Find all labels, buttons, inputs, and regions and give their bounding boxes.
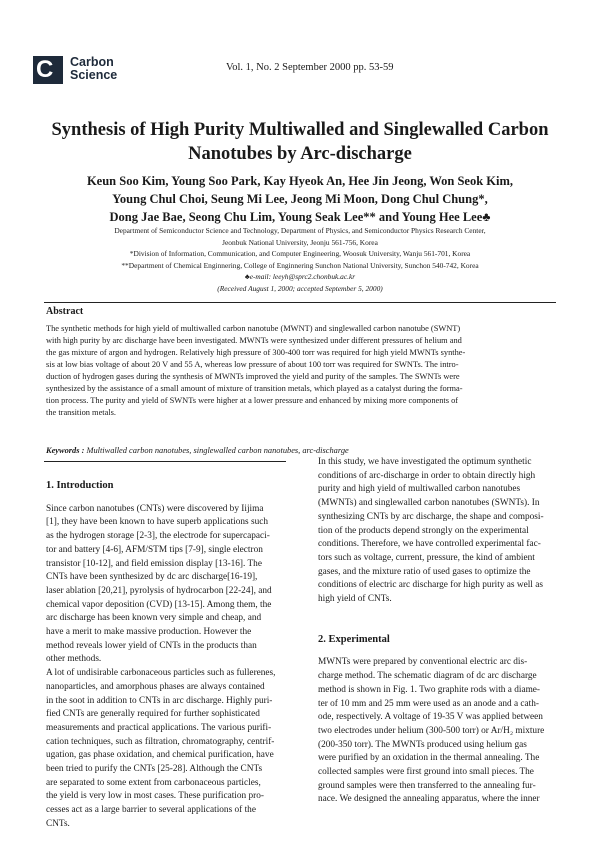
body-line: CNTs. bbox=[46, 818, 70, 829]
journal-logo-letter: C bbox=[36, 56, 54, 83]
body-line: been tried to purify the CNTs [25-28]. Although the CNTs bbox=[46, 764, 263, 775]
title-line: Nanotubes by Arc-discharge bbox=[188, 144, 412, 164]
body-line: method is shown in Fig. 1. Two graphite rods with a diame- bbox=[318, 684, 541, 695]
author-line: Keun Soo Kim, Young Soo Park, Kay Hyeok An, Hee Jin Jeong, Won Seok Kim, bbox=[86, 174, 514, 188]
body-line: two electrodes under helium (300-500 torr) or Ar/H₂ mixture bbox=[318, 725, 545, 736]
affiliation-line: *Division of Information, Communication, and Computer Engineering, Woosuk University, Wanju 561-701, Korea bbox=[129, 249, 471, 258]
body-line: collected samples were first ground into small pieces. The bbox=[318, 767, 534, 778]
abstract-heading: Abstract bbox=[46, 306, 84, 317]
journal-volume-info: Vol. 1, No. 2 September 2000 pp. 53-59 bbox=[226, 62, 394, 73]
affiliation-line: Department of Semiconductor Science and Technology, Department of Physics, and Semiconductor Physics Research Center, bbox=[114, 226, 486, 235]
body-line: measurements and practical applications. The various purifi- bbox=[46, 722, 272, 733]
body-line: ugation, gas phase oxidation, and chemical purification, have bbox=[46, 750, 274, 761]
body-line: laser ablation [20,21], pyrolysis of hydrocarbon [22-24], and bbox=[46, 585, 272, 596]
body-line: ode, respectively. A voltage of 19-35 V was applied between bbox=[318, 712, 543, 723]
title-line: Synthesis of High Purity Multiwalled and Singlewalled Carbon bbox=[51, 120, 549, 140]
body-line: are separated to some extent from carbonaceous particles, bbox=[46, 777, 261, 788]
abstract-line: the gas mixture of argon and hydrogen. Relatively high pressure of 300-400 torr was required for high yield MWNTs synthe- bbox=[46, 348, 466, 357]
journal-name-line2: Science bbox=[70, 68, 118, 82]
body-line: cesses act as a large barrier to several applications of the bbox=[46, 805, 256, 816]
received-dates: (Received August 1, 2000; accepted September 5, 2000) bbox=[217, 283, 383, 293]
abstract-bottom-rule bbox=[44, 461, 286, 462]
body-line: Since carbon nanotubes (CNTs) were discovered by Iijima bbox=[46, 503, 264, 514]
body-line: nanoparticles, and amorphous phases are always contained bbox=[46, 681, 265, 692]
body-line: have a merit to make massive production. However the bbox=[46, 627, 252, 638]
body-line: CNTs have been synthesized by dc arc discharge[16-19], bbox=[46, 572, 258, 583]
body-line: were purified by an oxidation in the thermal annealing. The bbox=[318, 753, 540, 764]
body-line: cation techniques, such as filtration, chromatography, centrif- bbox=[46, 736, 275, 747]
body-line: ground samples were then transferred to the annealing fur- bbox=[318, 780, 536, 791]
body-line: tion of the products depend strongly on the experimental bbox=[318, 525, 529, 536]
author-list bbox=[40, 172, 560, 226]
affiliations bbox=[40, 225, 560, 294]
body-line: conditions of arc-discharge in order to obtain directly high bbox=[318, 470, 536, 481]
abstract-line: with high purity by arc discharge have been investigated. MWNTs were synthesized under different pressures of helium and bbox=[46, 336, 462, 345]
section-heading-introduction: 1. Introduction bbox=[46, 480, 114, 491]
right-column bbox=[318, 456, 566, 807]
abstract-body bbox=[46, 323, 556, 419]
keywords-text: Multiwalled carbon nanotubes, singlewalled carbon nanotubes, arc-discharge bbox=[86, 446, 349, 455]
body-line: purity and high yield of multiwalled carbon nanotubes bbox=[318, 484, 521, 495]
journal-name-line1: Carbon bbox=[70, 55, 114, 69]
body-line: nace. We designed the annealing apparatus, where the inner bbox=[318, 794, 540, 805]
body-line: transistor [10-12], and field emission display [13-16]. The bbox=[46, 558, 262, 569]
abstract-line: sis at low bias voltage of about 20 V and 55 A, whereas low pressure of about 100 torr was required for SWNTs. The intro- bbox=[46, 360, 459, 369]
body-line: high yield of CNTs. bbox=[318, 594, 392, 605]
body-line: gases, and the mixture ratio of used gases to optimize the bbox=[318, 566, 531, 577]
abstract-line: the transition metals. bbox=[46, 408, 117, 417]
body-line: in the soot in addition to CNTs in arc discharge. Highly puri- bbox=[46, 695, 273, 706]
body-line: arc discharge has been known very simple and cheap, and bbox=[46, 613, 262, 624]
body-line: charge method. The schematic diagram of dc arc discharge bbox=[318, 671, 537, 682]
body-line: (200-350 torr). The MWNTs produced using helium gas bbox=[318, 739, 527, 750]
abstract-line: synthesized by the assistance of a small amount of mixture of transition metals, which played as a catalyst during the forma- bbox=[46, 384, 463, 393]
keywords bbox=[46, 446, 349, 455]
journal-name bbox=[70, 56, 117, 82]
body-line: synthesizing CNTs by arc discharge, the shape and composi- bbox=[318, 511, 544, 522]
body-line: as the hydrogen storage [2-3], the electrode for supercapaci- bbox=[46, 531, 270, 542]
paper-title bbox=[40, 118, 560, 166]
author-line: Young Chul Choi, Seung Mi Lee, Jeong Mi Moon, Dong Chul Chung*, bbox=[112, 192, 488, 206]
abstract-line: duction of hydrogen gases during the synthesis of MWNTs improved the yield and purity of the samples. The SWNTs were bbox=[46, 372, 460, 381]
body-line: In this study, we have investigated the optimum synthetic bbox=[318, 457, 532, 467]
affiliation-line: Jeonbuk National University, Jeonju 561-756, Korea bbox=[222, 237, 378, 247]
body-line: tors such as voltage, current, pressure, the kind of ambient bbox=[318, 552, 535, 563]
keywords-label: Keywords : bbox=[46, 446, 85, 455]
abstract-top-rule bbox=[44, 302, 556, 303]
body-line: chemical vapor deposition (CVD) [13-15]. Among them, the bbox=[46, 599, 272, 610]
body-line: conditions. Therefore, we have controlled experimental fac- bbox=[318, 539, 541, 550]
body-line: (MWNTs) and singlewalled carbon nanotubes (SWNTs). In bbox=[318, 498, 540, 509]
body-line: method reveals lower yield of CNTs in the products than bbox=[46, 640, 257, 651]
author-line: Dong Jae Bae, Seong Chu Lim, Young Seak Lee** and Young Hee Lee♣ bbox=[109, 210, 491, 224]
body-line: other methods. bbox=[46, 654, 102, 665]
body-line: A lot of undisirable carbonaceous particles such as fullerenes, bbox=[46, 668, 276, 679]
body-line: conditions of electric arc discharge for high purity as well as bbox=[318, 580, 543, 591]
abstract-line: The synthetic methods for high yield of multiwalled carbon nanotube (MWNT) and singlewalled carbon nanotube (SWNT) bbox=[46, 324, 461, 333]
abstract-line: tion process. The purity and yield of SWNTs were higher at a lower pressure and enhanced by mixing more components of bbox=[46, 396, 459, 405]
body-line: ter of 10 mm and 25 mm were used as an anode and a cath- bbox=[318, 698, 539, 709]
email-line: ♣e-mail: leeyh@sprc2.chonbuk.ac.kr bbox=[244, 272, 356, 281]
left-column bbox=[46, 479, 294, 832]
body-line: fied CNTs are generally required for further sophisticated bbox=[46, 709, 260, 720]
body-line: the yield is very low in most cases. These purification pro- bbox=[46, 791, 264, 802]
section-heading-experimental: 2. Experimental bbox=[318, 633, 390, 645]
affiliation-line: **Department of Chemical Enginnering, College of Enginnering Sunchon National University, Sunchon 540-742, Korea bbox=[121, 260, 479, 270]
body-line: [1], they have been known to have superb applications such bbox=[46, 517, 269, 528]
body-line: MWNTs were prepared by conventional electric arc dis- bbox=[318, 657, 528, 668]
body-line: tor and battery [4-6], AFM/STM tips [7-9], single electron bbox=[46, 544, 263, 555]
